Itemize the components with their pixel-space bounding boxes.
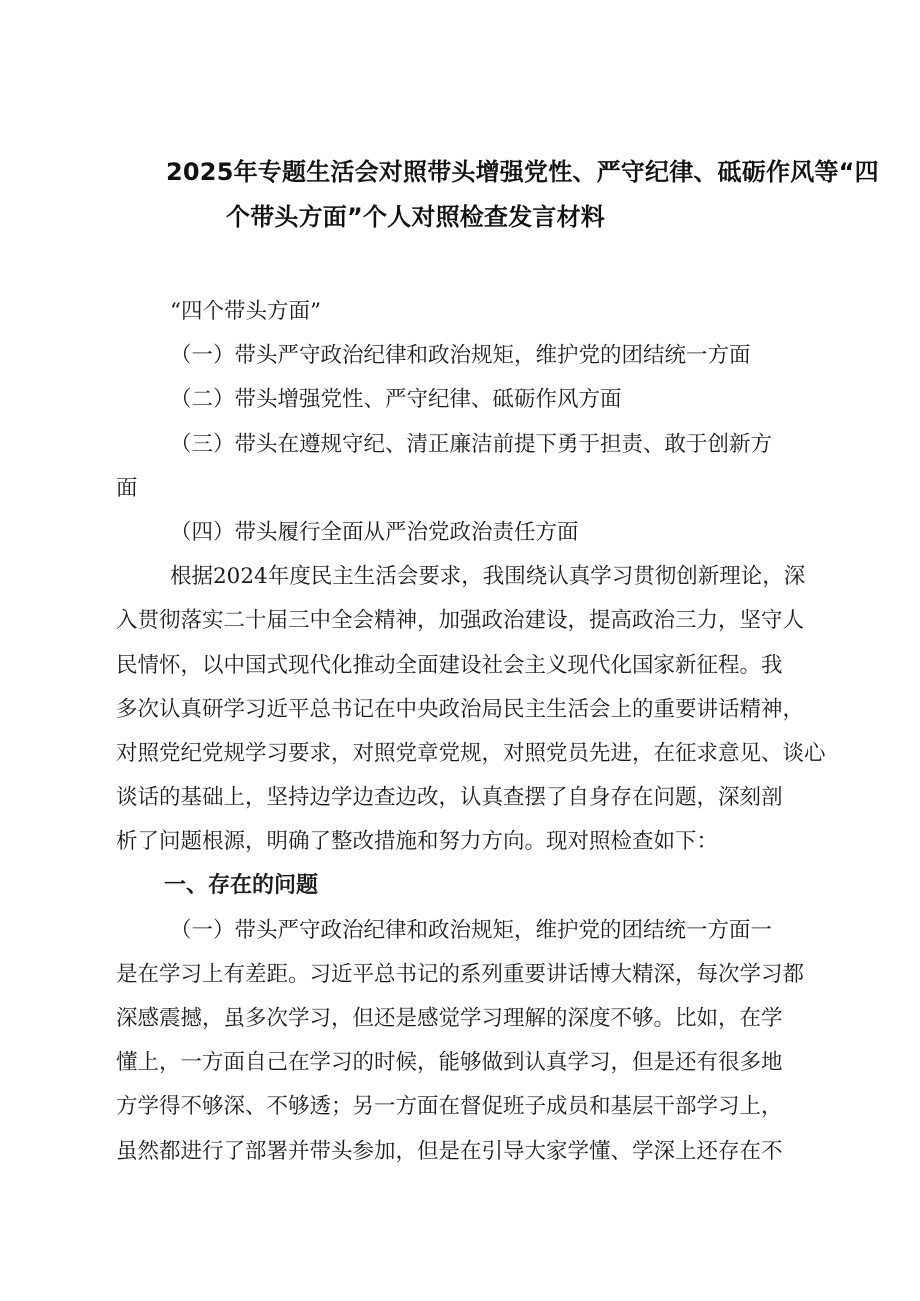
text-line: 析了问题根源，明确了整改措施和努力方向。现对照检查如下： (116, 829, 719, 855)
text-line: 是在学习上有差距。习近平总书记的系列重要讲话博大精深，每次学习都 (116, 961, 805, 987)
text-line: （三）带头在遵规守纪、清正廉洁前提下勇于担责、敢于创新方 (170, 431, 773, 457)
text-line: 面 (116, 475, 138, 501)
text-line: 懂上，一方面自己在学习的时候，能够做到认真学习，但是还有很多地 (116, 1050, 783, 1076)
text-line: 对照党纪党规学习要求，对照党章党规，对照党员先进，在征求意见、谈心 (116, 740, 826, 766)
text-line: （四）带头履行全面从严治党政治责任方面 (170, 519, 579, 545)
text-line: 入贯彻落实二十届三中全会精神，加强政治建设，提高政治三力，坚守人 (116, 608, 805, 634)
text-line: （二）带头增强党性、严守纪律、砥砺作风方面 (170, 387, 622, 413)
text-line: 根据2024年度民主生活会要求，我围绕认真学习贯彻创新理论，深 (170, 564, 806, 590)
text-line: 深感震撼，虽多次学习，但还是感觉学习理解的深度不够。比如，在学 (116, 1006, 783, 1031)
text-line: 虽然都进行了部署并带头参加，但是在引导大家学懂、学深上还存在不 (116, 1138, 783, 1164)
text-line: 民情怀，以中国式现代化推动全面建设社会主义现代化国家新征程。我 (116, 652, 783, 678)
text-line: （一）带头严守政治纪律和政治规矩，维护党的团结统一方面一 (170, 917, 773, 943)
text-line: 方学得不够深、不够透；另一方面在督促班子成员和基层干部学习上， (116, 1094, 783, 1120)
title-line-2: 个带头方面”个人对照检查发言材料 (226, 203, 605, 231)
text-line: 多次认真研学习近平总书记在中央政治局民主生活会上的重要讲话精神， (116, 696, 805, 722)
text-line: （一）带头严守政治纪律和政治规矩，维护党的团结统一方面 (170, 343, 751, 369)
document-title (118, 150, 879, 240)
text-line: 谈话的基础上，坚持边学边查边改，认真查摆了自身存在问题，深刻剖 (116, 785, 783, 811)
section-heading: 一、存在的问题 (164, 873, 319, 899)
text-line: “四个带头方面” (170, 299, 321, 324)
document-body (116, 290, 830, 1174)
title-line-1: 2025年专题生活会对照带头增强党性、严守纪律、砥砺作风等“四 (166, 158, 879, 186)
